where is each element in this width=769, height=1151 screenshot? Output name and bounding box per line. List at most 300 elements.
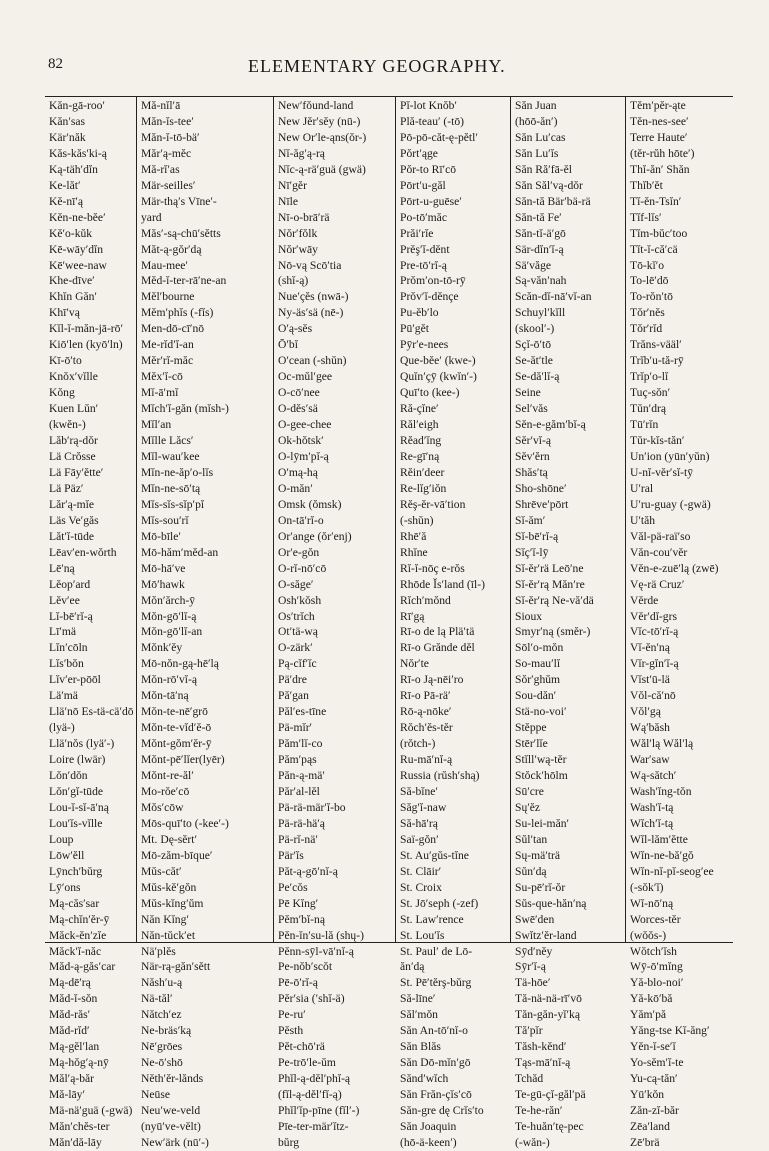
gazetteer-entry: Or′ange (ŏr′enj) (278, 529, 352, 543)
gazetteer-entry: Mĕl′bourne (141, 290, 195, 304)
gazetteer-entry: O′mą-hą (278, 465, 318, 479)
gazetteer-entry: Quĭn′çȳ (kwĭn′-) (400, 370, 477, 384)
gazetteer-entry: Mă-rĭ′as (141, 162, 180, 176)
gazetteer-entry: Văn-cou′vĕr (630, 545, 688, 559)
gazetteer-entry: Săn Lu′cas (515, 130, 566, 144)
gazetteer-entry: ăn′dą (400, 960, 425, 974)
gazetteer-entry: Pu-ĕb′lo (400, 306, 439, 320)
gazetteer-entry: Te-he-răn′ (515, 1104, 563, 1118)
gazetteer-entry: Sĭ-bē′rĭ-ą (515, 529, 559, 543)
gazetteer-entry: Swē′den (515, 912, 555, 926)
gazetteer-entry: Worces-tĕr (630, 912, 681, 926)
gazetteer-entry: Tŏr′nĕs (630, 306, 665, 320)
gazetteer-entry: Mĭl-wau′kee (141, 449, 200, 463)
gazetteer-entry: Quī′to (kee-) (400, 386, 460, 400)
gazetteer-entry: Pō-pō-căt-ę-pĕtl′ (400, 130, 478, 144)
gazetteer-entry: O-lȳm′pĭ-ą (278, 449, 329, 463)
gazetteer-entry: Pä-rä-mär′ĭ-bo (278, 800, 346, 814)
gazetteer-entry: Kī-ō′to (49, 354, 82, 368)
gazetteer-entry: Năn-tŭck′et (141, 928, 196, 942)
gazetteer-entry: Mą-gĕl′lan (49, 1040, 100, 1054)
gazetteer-entry: (lyä-) (49, 721, 75, 735)
gazetteer-entry: Wĭl-lăm′ĕtte (630, 832, 688, 846)
gazetteer-entry: Llä′nō Es-tä-cä′dō (49, 705, 134, 719)
gazetteer-entry: Lä Fāy′ĕtte′ (49, 465, 104, 479)
gazetteer-entry: O-săge′ (278, 577, 314, 591)
gazetteer-entry: Sănd′wĭch (400, 1072, 449, 1086)
gazetteer-entry: Nĭc-ą-rä′guä (gwä) (278, 162, 366, 176)
gazetteer-entry: (skool′-) (515, 322, 555, 336)
gazetteer-entry: Stĕppe (515, 721, 547, 735)
gazetteer-entry: Tĭt-ĭ-că′cä (630, 242, 678, 256)
gazetteer-entry: Lăr′ą-mĭe (49, 497, 95, 511)
gazetteer-entry: Kär′năk (49, 130, 86, 144)
gazetteer-entry: Smyr′ną (smĕr-) (515, 625, 591, 639)
gazetteer-entry: Kăs-kăs′ki-ą (49, 146, 107, 160)
gazetteer-entry: Năn Kĭng′ (141, 912, 189, 926)
gazetteer-entry: Sĕr′vĭ-ą (515, 434, 552, 448)
gazetteer-entry: Thĭ-ăn′ Shăn (630, 162, 690, 176)
gazetteer-entry: Khe-dīve′ (49, 274, 95, 288)
gazetteer-entry: Săn Ră′fā-ĕl (515, 162, 572, 176)
gazetteer-entry: Mĭn-ne-sō′tą (141, 481, 201, 495)
gazetteer-entry: Zēa′land (630, 1120, 670, 1133)
gazetteer-entry: Ō′bĭ (278, 338, 298, 352)
gazetteer-entry: Yĕn-ĭ-se′ĭ (630, 1040, 676, 1054)
gazetteer-entry: To-lē′dō (630, 274, 669, 288)
gazetteer-entry: Măn′dă-lāy (49, 1135, 102, 1149)
gazetteer-entry: Lōw′ĕll (49, 848, 85, 862)
gazetteer-entry: Mō-hā′ve (141, 561, 186, 575)
gazetteer-entry: Sĕv′ĕrn (515, 449, 550, 463)
gazetteer-entry: Yăm′pă (630, 1008, 667, 1022)
gazetteer-entry: Mĕx′ĭ-cō (141, 370, 183, 384)
gazetteer-entry: Pĕm′bĭ-ną (278, 912, 325, 926)
gazetteer-entry: Mŏn-gō′lĭ-an (141, 625, 203, 639)
gazetteer-entry: Te-huăn′tę-pec (515, 1120, 584, 1133)
gazetteer-entry: Sho-shōne′ (515, 481, 567, 495)
gazetteer-entry: Să-līne′ (400, 992, 436, 1006)
gazetteer-entry: Mōs-quī′to (-kee′-) (141, 816, 229, 830)
gazetteer-entry: Khĭn Găn′ (49, 290, 97, 304)
gazetteer-entry: Tă′pĭr (515, 1024, 543, 1038)
gazetteer-entry: Mą-dē′rą (49, 976, 91, 990)
gazetteer-entry: Trĭb′u-tă-rȳ (630, 354, 684, 368)
gazetteer-entry: Ot′tä-wą (278, 625, 318, 639)
gazetteer-entry: (-shŭn) (400, 513, 434, 527)
gazetteer-entry: Vĭ-ĕn′ną (630, 641, 670, 655)
gazetteer-entry: Mą-căs′sar (49, 896, 100, 910)
gazetteer-entry: Russia (rŭsh′shą) (400, 769, 480, 783)
gazetteer-entry: Prŏm′on-tō-rȳ (400, 274, 466, 288)
gazetteer-entry: Mŭs-căt′ (141, 864, 182, 878)
gazetteer-entry: Wĭch′ĭ-tą (630, 816, 674, 830)
gazetteer-entry: Tąs-mā′nĭ-ą (515, 1056, 571, 1070)
gazetteer-entry: Wĭn-ne-bă′gŏ (630, 848, 694, 862)
gazetteer-entry: Yu-cą-tăn′ (630, 1072, 678, 1086)
gazetteer-entry: Nē′grōes (141, 1040, 183, 1054)
gazetteer-entry: Nŏr′wāy (278, 242, 318, 256)
gazetteer-entry: Prŏv′ĭ-dĕnçe (400, 290, 459, 304)
gazetteer-entry: O′ą-sĕs (278, 322, 313, 336)
gazetteer-entry: Nue′çĕs (nwā-) (278, 290, 349, 304)
gazetteer-entry: Lĭv′er-pōōl (49, 673, 101, 687)
gazetteer-entry: Tă-nä-nä-rī′vō (515, 992, 582, 1006)
gazetteer-entry: Pä-mĭr′ (278, 721, 313, 735)
gazetteer-entry: Rĕad′ĭng (400, 434, 442, 448)
gazetteer-entry: (shĭ-ą) (278, 274, 309, 288)
gazetteer-entry: Pä-rĭ-nä′ (278, 832, 318, 846)
gazetteer-entry: Yă-kō′bă (630, 992, 673, 1006)
gazetteer-entry: New′fŏund-land (278, 99, 354, 112)
gazetteer-entry: Yo-sĕm′ĭ-te (630, 1056, 684, 1070)
gazetteer-entry: Sĭ-ăm′ (515, 513, 546, 527)
gazetteer-entry: St. Pē′tĕrş-bŭrg (400, 976, 472, 990)
gazetteer-entry: Pe-ru′ (278, 1008, 306, 1022)
gazetteer-entry: Mŏn-te-nē′grō (141, 705, 208, 719)
gazetteer-entry: Kĕn-ne-bĕe′ (49, 210, 106, 224)
gazetteer-entry: Păl′es-tīne (278, 705, 327, 719)
gazetteer-entry: Mŏn-gō′lĭ-ą (141, 609, 197, 623)
gazetteer-entry: Măd-ą-găs′car (49, 960, 116, 974)
gazetteer-entry: Tō-kĭ′o (630, 258, 665, 272)
gazetteer-entry: Ră-çĭne′ (400, 402, 439, 416)
gazetteer-entry: Kiō′len (kyō′ln) (49, 338, 123, 352)
running-title: ELEMENTARY GEOGRAPHY. (248, 56, 506, 76)
gazetteer-entry: Lĕv′ee (49, 593, 80, 607)
gazetteer-entry: Neu′we-veld (141, 1104, 201, 1118)
gazetteer-entry: O-cō′nee (278, 386, 320, 400)
gazetteer-entry: Măd-ĭ-sŏn (49, 992, 98, 1006)
gazetteer-entry: St. Law′rence (400, 912, 464, 926)
gazetteer-entry: (fĭl-ą-dĕl′fĭ-ą) (278, 1088, 342, 1102)
gazetteer-entry: Prĕş′ĭ-dĕnt (400, 242, 450, 256)
gazetteer-entry: Nī-o-brā′rä (278, 210, 330, 224)
gazetteer-entry: Mŭs-kĕ′gŏn (141, 880, 197, 894)
gazetteer-entry: Wăl′lą Wăl′lą (630, 737, 694, 751)
gazetteer-entry: Măck′ĭ-năc (49, 944, 102, 958)
gazetteer-entry: Rhĭne (400, 545, 428, 559)
gazetteer-entry: Se-dă′lĭ-ą (515, 370, 560, 384)
gazetteer-entry: O-zärk′ (278, 641, 313, 655)
gazetteer-entry: Re-gī′ną (400, 449, 440, 463)
gazetteer-entry: Pĕnn-sȳl-vā′nĭ-ą (278, 944, 354, 958)
gazetteer-entry: Pe-nŏb′scŏt (278, 960, 333, 974)
gazetteer-entry: St. Clāir′ (400, 864, 442, 878)
gazetteer-entry: Mō-bīle′ (141, 529, 181, 543)
gazetteer-entry: Mŏnk′ĕy (141, 641, 183, 655)
gazetteer-entry: Re-lĭg′iŏn (400, 481, 447, 495)
gazetteer-entry: Läs Ve′găs (49, 513, 99, 527)
gazetteer-entry: Su-lei-măn′ (515, 816, 570, 830)
gazetteer-entry: New′ärk (nū′-) (141, 1135, 209, 1149)
gazetteer-entry: Pĕt-chō′rä (278, 1040, 325, 1054)
gazetteer-entry: (wŏŏs-) (630, 928, 667, 942)
gazetteer-entry: Lŏn′dŏn (49, 769, 88, 783)
gazetteer-entry: Stä-no-voi′ (515, 705, 567, 719)
gazetteer-entry: Sōl′o-mŏn (515, 641, 564, 655)
gazetteer-entry: Yū′kŏn (630, 1088, 665, 1102)
gazetteer-entry: Măn-ĭ-tō-bä′ (141, 130, 200, 144)
gazetteer-entry: Sŭs-que-hăn′ną (515, 896, 587, 910)
gazetteer-entry: New Jĕr′sĕy (nū-) (278, 114, 361, 128)
gazetteer-entry: On-tā′rĭ-o (278, 513, 324, 527)
gazetteer-entry: O-dĕs′sä (278, 402, 318, 416)
gazetteer-entry: Lăb′rą-dŏr (49, 434, 98, 448)
gazetteer-entry: Măl′ą-băr (49, 1072, 95, 1086)
gazetteer-entry: Oc-mŭl′gee (278, 370, 333, 384)
gazetteer-entry: Mŭs-kĭng′ŭm (141, 896, 204, 910)
gazetteer-entry: Pe′cŏs (278, 880, 308, 894)
gazetteer-entry: Saï-gŏn′ (400, 832, 439, 846)
gazetteer-entry: Lĭs′bŏn (49, 657, 84, 671)
gazetteer-entry: Scăn-dĭ-nā′vĭ-an (515, 290, 592, 304)
gazetteer-entry: Sų-mä′trä (515, 848, 561, 862)
gazetteer-entry: Săn Juan (515, 99, 557, 112)
gazetteer-entry: Mau-mee′ (141, 258, 188, 272)
gazetteer-entry: Phĭl-ą-dĕl′phĭ-ą (278, 1072, 351, 1086)
gazetteer-entry: Pōrt-u-guēse′ (400, 194, 462, 208)
gazetteer-entry: Tŏr′rĭd (630, 322, 663, 336)
gazetteer-entry: Sȳr′ĭ-ą (515, 960, 546, 974)
gazetteer-entry: Yă-blo-noi′ (630, 976, 684, 990)
gazetteer-entry: Mą-hŏg′ą-nȳ (49, 1056, 109, 1070)
gazetteer-entry: Kĕ-nī′ą (49, 194, 84, 208)
gazetteer-entry: Wŏtch′ĭsh (630, 944, 677, 958)
gazetteer-entry: Lä Päz′ (49, 481, 84, 495)
gazetteer-entry: St. Lou′ĭs (400, 928, 445, 942)
gazetteer-entry: Măr′ą-mĕc (141, 146, 192, 160)
gazetteer-entry: Păn-ą-mä′ (278, 769, 325, 783)
gazetteer-entry: Să-hā′rą (400, 816, 438, 830)
gazetteer-entry: Po-tō′măc (400, 210, 447, 224)
gazetteer-entry: Lăt′ĭ-tūde (49, 529, 95, 543)
gazetteer-entry: Schuyl′kĭll (515, 306, 566, 320)
gazetteer-entry: Păm′pąs (278, 753, 317, 767)
gazetteer-entry: Stĭll′wą-tĕr (515, 753, 567, 767)
gazetteer-entry: Nŏr′te (400, 657, 429, 671)
gazetteer-entry: Shăs′tą (515, 465, 548, 479)
gazetteer-entry: Vĕrde (630, 593, 659, 607)
gazetteer-entry: Nătch′ez (141, 1008, 182, 1022)
gazetteer-entry: Vĕr′dĭ-grs (630, 609, 677, 623)
gazetteer-entry: Lȳ′ons (49, 880, 81, 894)
gazetteer-entry: Rī-o de lą Plä′tä (400, 625, 475, 639)
gazetteer-entry: Pä-rä-hä′ą (278, 816, 325, 830)
gazetteer-entry: Mŏnt-gŏm′ĕr-ȳ (141, 737, 212, 751)
gazetteer-entry: Ne-bräs′ką (141, 1024, 192, 1038)
gazetteer-column (137, 97, 274, 1149)
gazetteer-entry: Stēr′lĭe (515, 737, 548, 751)
gazetteer-entry: Săn Dō-mĭn′gō (400, 1056, 471, 1070)
gazetteer-entry: Pe-trō′le-ŭm (278, 1056, 336, 1070)
gazetteer-entry: Mo-rŏe′cō (141, 784, 190, 798)
gazetteer-entry: Rī-o Grănde dĕl (400, 641, 475, 655)
gazetteer-entry: Stŏck′hōlm (515, 769, 568, 783)
gazetteer-entry: Păm′lĭ-co (278, 737, 323, 751)
gazetteer-entry: Kē′wee-naw (49, 258, 107, 272)
gazetteer-entry: Măck-ĕn′zĭe (49, 928, 107, 942)
gazetteer-entry: (nyū′ve-vĕlt) (141, 1120, 201, 1133)
gazetteer-entry: Rō-ą-nōke′ (400, 705, 452, 719)
gazetteer-entry: Nä-tăl′ (141, 992, 173, 1006)
gazetteer-entry: Sou-dăn′ (515, 689, 557, 703)
gazetteer-entry: Pŏrt′ąge (400, 146, 438, 160)
gazetteer-entry: Săn Blăs (400, 1040, 441, 1054)
gazetteer-entry: Tĕm′pĕr-ąte (630, 99, 686, 112)
gazetteer-entry: Te-gū-çĭ-găl′pä (515, 1088, 586, 1102)
gazetteer-entry: Se-ăt′tle (515, 354, 553, 368)
gazetteer-entry: Rĕin′deer (400, 465, 445, 479)
gazetteer-entry: Pŏr-to Rī′cō (400, 162, 457, 176)
gazetteer-entry: Yăng-tse Kĭ-ăng′ (630, 1024, 710, 1038)
gazetteer-entry: Măd-rĭd′ (49, 1024, 90, 1038)
gazetteer-entry: Pre-tō′rĭ-ą (400, 258, 447, 272)
gazetteer-entry: Măt-ą-gŏr′dą (141, 242, 202, 256)
gazetteer-entry: Rhē′ă (400, 529, 427, 543)
gazetteer-entry: Mŏn-tā′ną (141, 689, 189, 703)
gazetteer-entry: (-sŏk′ĭ) (630, 880, 664, 894)
gazetteer-entry: Mĭch′ĭ-găn (mĭsh-) (141, 402, 229, 416)
gazetteer-entry: Swĭtz′ĕr-land (515, 928, 577, 942)
gazetteer-entry: Tŭr-kĭs-tăn′ (630, 434, 685, 448)
gazetteer-entry: yard (141, 210, 162, 224)
gazetteer-entry: Mĭn-ne-ăp′o-lĭs (141, 465, 214, 479)
gazetteer-entry: Kĕ′o-kŭk (49, 226, 93, 240)
gazetteer-entry: Prăi′rĭe (400, 226, 434, 240)
gazetteer-entry: Nī′gĕr (278, 178, 307, 192)
gazetteer-entry: Rī′gą (400, 609, 425, 623)
gazetteer-entry: Tăn-găn-yĭ′ką (515, 1008, 580, 1022)
gazetteer-entry: Wą-sătch′ (630, 769, 677, 783)
gazetteer-entry: Tchăd (515, 1072, 544, 1086)
gazetteer-entry: Mŏn-rō′vĭ-ą (141, 673, 197, 687)
gazetteer-entry: So-mau′lĭ (515, 657, 561, 671)
gazetteer-entry: Rĕş-ĕr-vā′tion (400, 497, 466, 511)
gazetteer-entry: Săg′ĭ-naw (400, 800, 447, 814)
gazetteer-entry: Mą-chĭn′ĕr-ȳ (49, 912, 110, 926)
gazetteer-entry: Lĭn′cōln (49, 641, 88, 655)
gazetteer-entry: Vę-rä Cruz′ (630, 577, 685, 591)
gazetteer-entry: Pĕsth (278, 1024, 304, 1038)
gazetteer-entry: Lēav′en-wŏrth (49, 545, 117, 559)
gazetteer-entry: Sŭn′dą (515, 864, 547, 878)
gazetteer-entry: O′cean (-shŭn) (278, 354, 347, 368)
gazetteer-entry: Mĭlle Lăcs′ (141, 434, 194, 448)
gazetteer-entry: Sŭl′tan (515, 832, 548, 846)
gazetteer-entry: Măd-răs′ (49, 1008, 91, 1022)
gazetteer-entry: O-rĭ-nō′cō (278, 561, 327, 575)
gazetteer-entry: Sioux (515, 609, 543, 623)
gazetteer-entry: Mĕd-ĭ-ter-rā′ne-an (141, 274, 227, 288)
gazetteer-entry: Me-rĭd′ĭ-an (141, 338, 194, 352)
gazetteer-entry: Mō-nŏn-gą-hē′lą (141, 657, 219, 671)
gazetteer-entry: Mō-zăm-bīque′ (141, 848, 213, 862)
gazetteer-entry: Sȳd′nĕy (515, 944, 553, 958)
gazetteer-entry: Su-pē′rĭ-ŏr (515, 880, 566, 894)
gazetteer-entry: Pĭ-lot Knŏb′ (400, 99, 457, 112)
gazetteer-entry: Mär-thą′s Vīne′- (141, 194, 217, 208)
gazetteer-column (396, 97, 511, 1149)
gazetteer-entry: Mĭs-sĭs-sĭp′pĭ (141, 497, 205, 511)
gazetteer-entry: Mŏn′ărch-ȳ (141, 593, 196, 607)
gazetteer-entry: St. Jō′seph (-zef) (400, 896, 479, 910)
gazetteer-entry: Tä-hōe′ (515, 976, 551, 990)
gazetteer-entry: Să-bĭne′ (400, 784, 438, 798)
gazetteer-entry: Tĭm-bŭc′too (630, 226, 688, 240)
gazetteer-entry: Wĭ-nō′ną (630, 896, 674, 910)
gazetteer-entry: Ny-äs′sä (nē-) (278, 306, 344, 320)
gazetteer-entry: Tĕn-nes-see′ (630, 114, 689, 128)
gazetteer-entry: Os′trĭch (278, 609, 315, 623)
gazetteer-entry: Sä′văge (515, 258, 552, 272)
gazetteer-entry: Sŏr′ghŭm (515, 673, 561, 687)
page-header (48, 56, 708, 80)
gazetteer-entry: Săl′mŏn (400, 1008, 438, 1022)
gazetteer-entry: Pä′dre (278, 673, 307, 687)
gazetteer-entry: Săn Joaquin (400, 1120, 457, 1133)
gazetteer-entry: O-gee-chee (278, 418, 332, 432)
gazetteer-entry: (-wăn-) (515, 1135, 550, 1149)
gazetteer-entry: Răl′eigh (400, 418, 439, 432)
gazetteer-entry: (rŏtch-) (400, 737, 436, 751)
gazetteer-entry: St. Paul′ de Lō- (400, 944, 473, 958)
gazetteer-entry: bŭrg (278, 1135, 300, 1149)
gazetteer-entry: Pū′gĕt (400, 322, 429, 336)
gazetteer-entry: Loire (lwär) (49, 753, 106, 767)
gazetteer-entry: Ką-täh′dĭn (49, 162, 98, 176)
gazetteer-entry: Mŏs′cōw (141, 800, 184, 814)
gazetteer-entry: Llä′nŏs (lyä′-) (49, 737, 115, 751)
gazetteer-entry: Sĕn-e-găm′bĭ-ą (515, 418, 586, 432)
gazetteer-entry: Văl-pä-raï′so (630, 529, 691, 543)
gazetteer-entry: Tŭn′drą (630, 402, 667, 416)
gazetteer-entry: Vŏl′gą (630, 705, 661, 719)
gazetteer-entry: Măs′-są-chū′sĕtts (141, 226, 221, 240)
gazetteer-entry: (hō-ä-keen′) (400, 1135, 457, 1149)
gazetteer-entry: U′ral (630, 481, 654, 495)
gazetteer-entry: Trăns-vääl′ (630, 338, 682, 352)
gazetteer-entry: När-rą-găn′sĕtt (141, 960, 211, 974)
gazetteer-entry: St. Croix (400, 880, 442, 894)
gazetteer-entry: Rī-o Ją-nēi′ro (400, 673, 464, 687)
gazetteer-entry: New Or′le-ąns(ŏr-) (278, 130, 367, 144)
gazetteer-entry: Mă-lāy′ (49, 1088, 86, 1102)
gazetteer-entry: Pĕr′sia (′shĭ-ä) (278, 992, 345, 1006)
gazetteer-entry: Nä′plĕs (141, 944, 176, 958)
gazetteer-entry: Trĭp′o-lĭ (630, 370, 669, 384)
gazetteer-entry: Vĭr-gĭn′ĭ-ą (630, 657, 679, 671)
gazetteer-entry: Mŏnt-re-ăl′ (141, 769, 194, 783)
gazetteer-entry: Wĭn-nĭ-pĭ-seog′ee (630, 864, 714, 878)
gazetteer-entry: Tuç-sŏn′ (630, 386, 671, 400)
gazetteer-entry: U′tăh (630, 513, 656, 527)
gazetteer-entry: Săn-tă Fe′ (515, 210, 562, 224)
gazetteer-entry: Rhōde Ĭs′land (īl-) (400, 577, 485, 591)
gazetteer-entry: Sär-dĭn′ĭ-ą (515, 242, 564, 256)
gazetteer-entry: (tĕr-rŭh hōte′) (630, 146, 695, 160)
gazetteer-entry: St. Au′gŭs-tĭne (400, 848, 469, 862)
gazetteer-entry: Vĭc-tō′rĭ-ą (630, 625, 679, 639)
gazetteer-entry: Que-bĕe′ (kwe-) (400, 354, 476, 368)
gazetteer-entry: Seine (515, 386, 541, 400)
gazetteer-entry: Vĭst′ū-lä (630, 673, 670, 687)
gazetteer-entry: Sų′ĕz (515, 800, 541, 814)
gazetteer-entry: Pē Kĭng′ (278, 896, 319, 910)
gazetteer-entry: Vŏl-că′nō (630, 689, 676, 703)
gazetteer-entry: Ru-mā′nĭ-ą (400, 753, 453, 767)
gazetteer-entry: (hōō-ăn′) (515, 114, 558, 128)
